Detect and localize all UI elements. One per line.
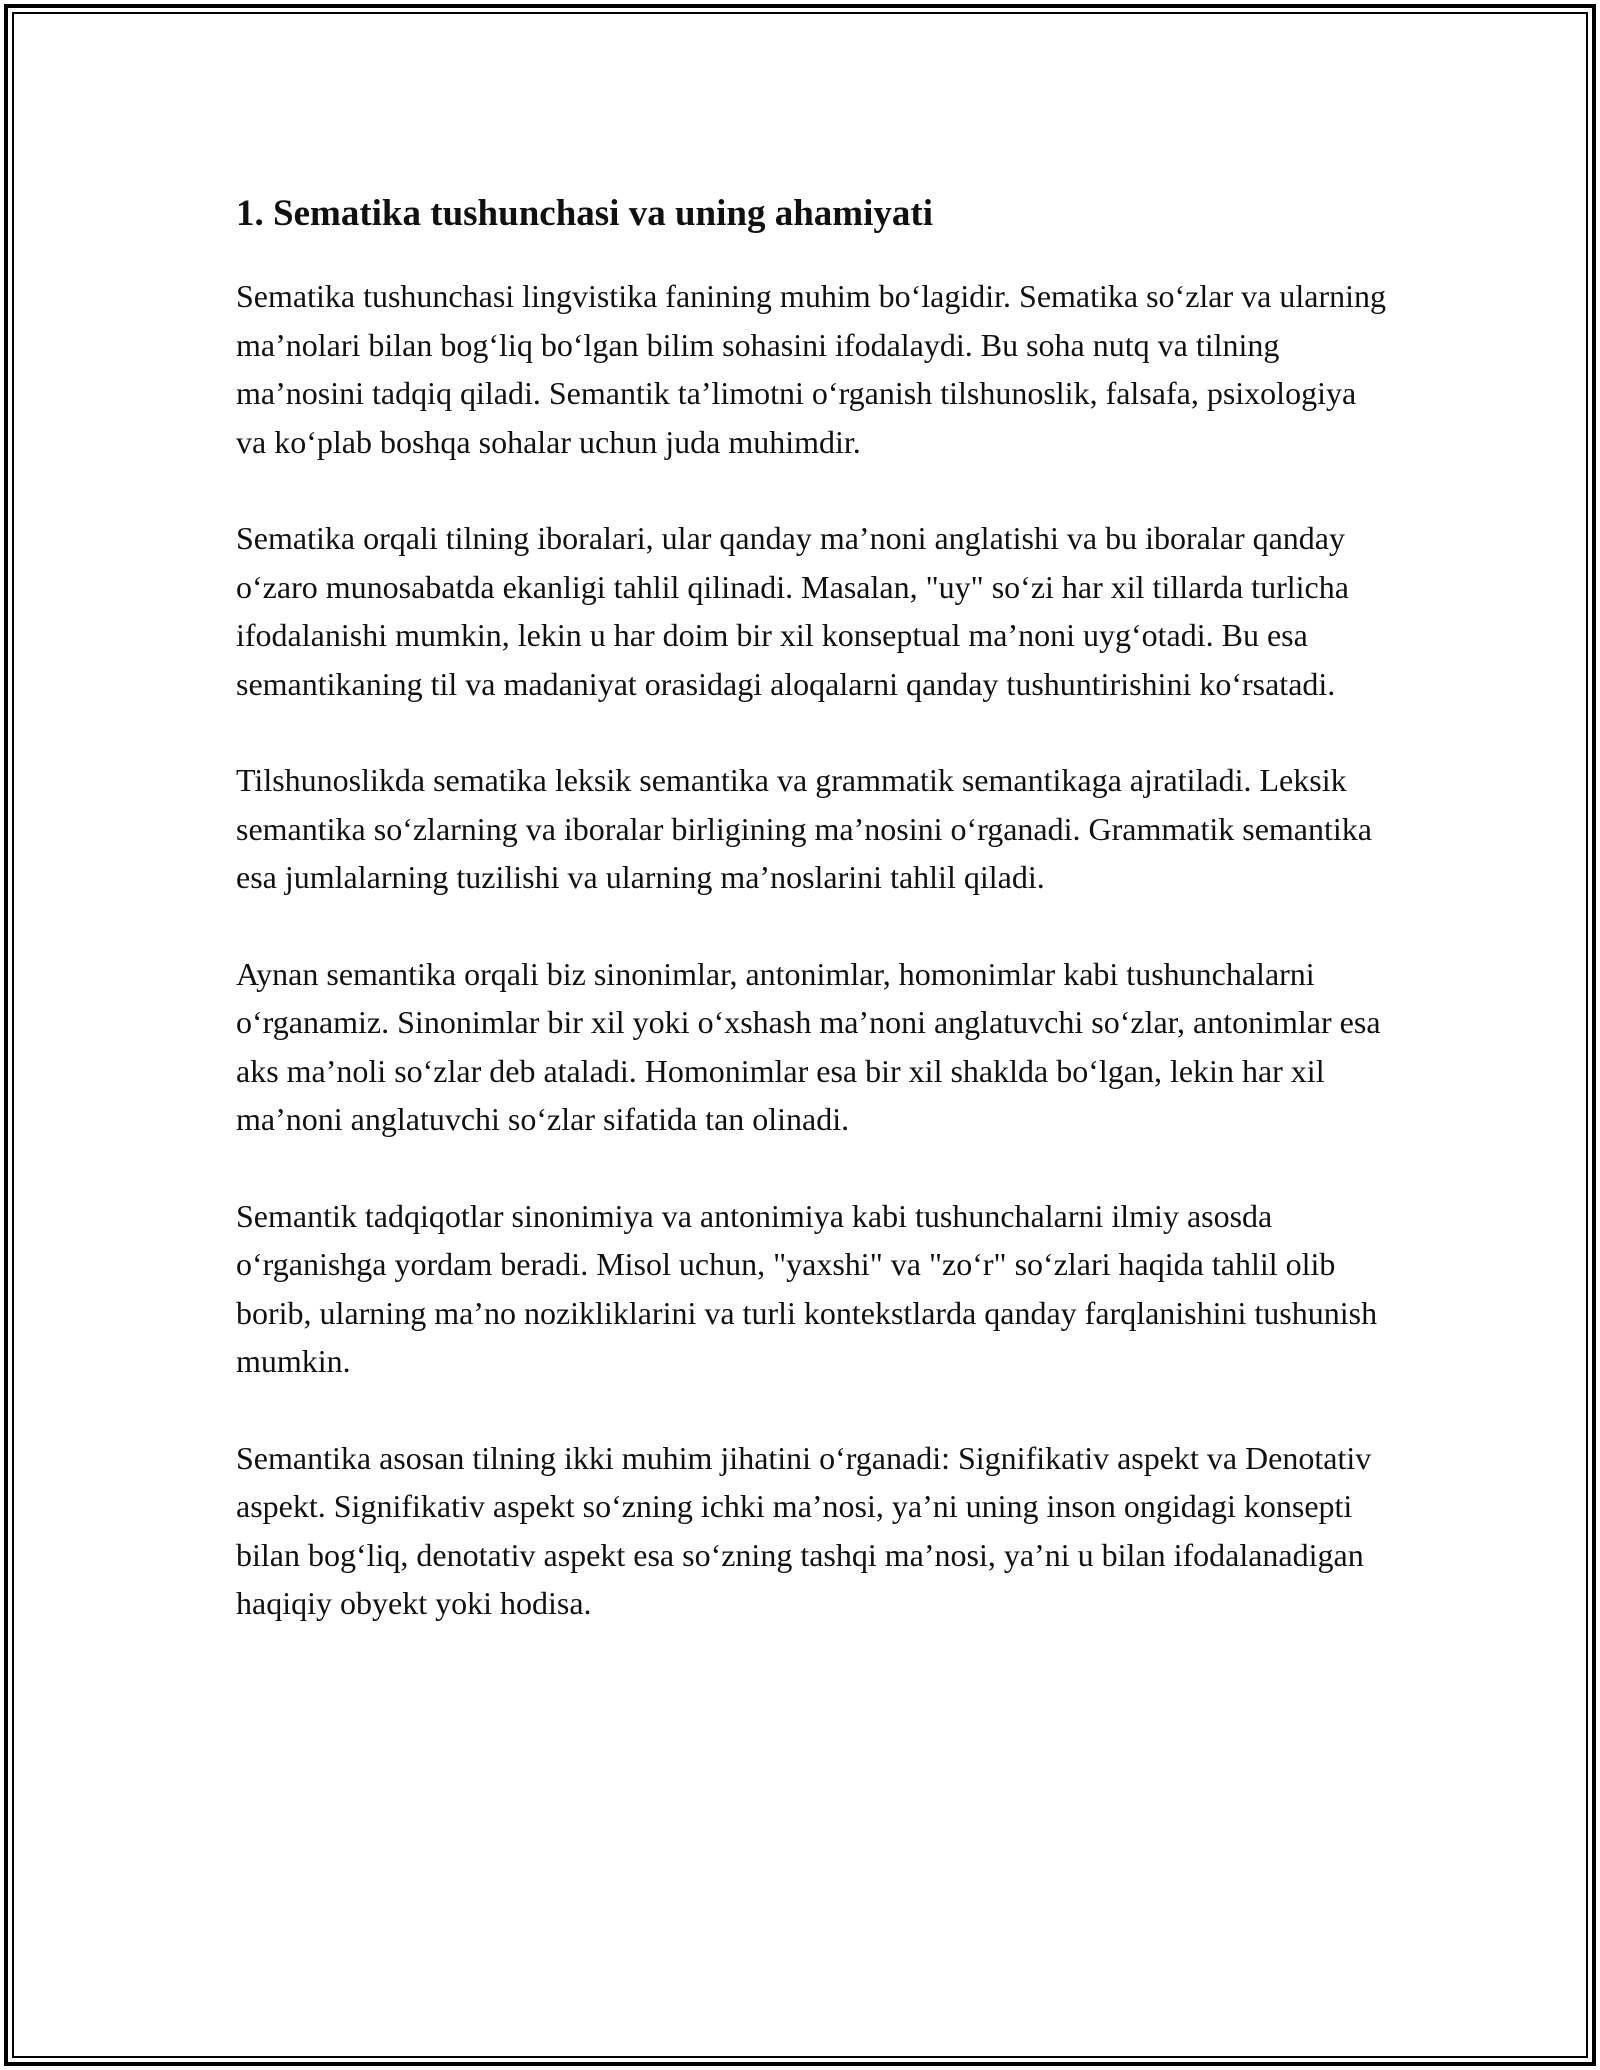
paragraph: Sematika tushunchasi lingvistika fanining muhim bo‘lagidir. Sematika so‘zlar va ularning ma’nolari bilan bog‘liq bo‘lgan bilim sohasini ifodalaydi. Bu soha nutq va tilning ma’nosini tadqiq qiladi. Semantik ta’limotni o‘rganish tilshunoslik, falsafa, psixologiya va ko‘plab boshqa sohalar uchun juda muhimdir. bbox=[236, 278, 1386, 460]
section-title: 1. Sematika tushunchasi va uning ahamiyati bbox=[236, 193, 934, 234]
paragraph: Semantik tadqiqotlar sinonimiya va antonimiya kabi tushunchalarni ilmiy asosda o‘rganishga yordam beradi. Misol uchun, "yaxshi" va "zo‘r" so‘zlari haqida tahlil olib borib, ularning ma’no nozikliklarini va turli kontekstlarda qanday farqlanishini tushunish mumkin. bbox=[236, 1197, 1378, 1379]
paragraph: Sematika orqali tilning iboralari, ular qanday ma’noni anglatishi va bu iboralar qanday o‘zaro munosabatda ekanligi tahlil qilinadi. Masalan, "uy" so‘zi har xil tillarda turlicha ifodalanishi mumkin, lekin u har doim bir xil konseptual ma’noni uyg‘otadi. Bu esa semantikaning til va madaniyat orasidagi aloqalarni qanday tushuntirishini ko‘rsatadi. bbox=[236, 520, 1349, 702]
document-body bbox=[236, 186, 1386, 1676]
paragraph: Semantika asosan tilning ikki muhim jihatini o‘rganadi: Signifikativ aspekt va Denotativ aspekt. Signifikativ aspekt so‘zning ichki ma’nosi, ya’ni uning inson ongidagi konsepti bilan bog‘liq, denotativ aspekt esa so‘zning tashqi ma’nosi, ya’ni u bilan ifodalanadigan haqiqiy obyekt yoki hodisa. bbox=[236, 1439, 1372, 1621]
paragraph: Aynan semantika orqali biz sinonimlar, antonimlar, homonimlar kabi tushunchalarni o‘rganamiz. Sinonimlar bir xil yoki o‘xshash ma’noni anglatuvchi so‘zlar, antonimlar esa aks ma’noli so‘zlar deb ataladi. Homonimlar esa bir xil shaklda bo‘lgan, lekin har xil ma’noni anglatuvchi so‘zlar sifatida tan olinadi. bbox=[236, 955, 1381, 1137]
paragraph: Tilshunoslikda sematika leksik semantika va grammatik semantikaga ajratiladi. Leksik semantika so‘zlarning va iboralar birligining ma’nosini o‘rganadi. Grammatik semantika esa jumlalarning tuzilishi va ularning ma’noslarini tahlil qiladi. bbox=[236, 762, 1372, 895]
